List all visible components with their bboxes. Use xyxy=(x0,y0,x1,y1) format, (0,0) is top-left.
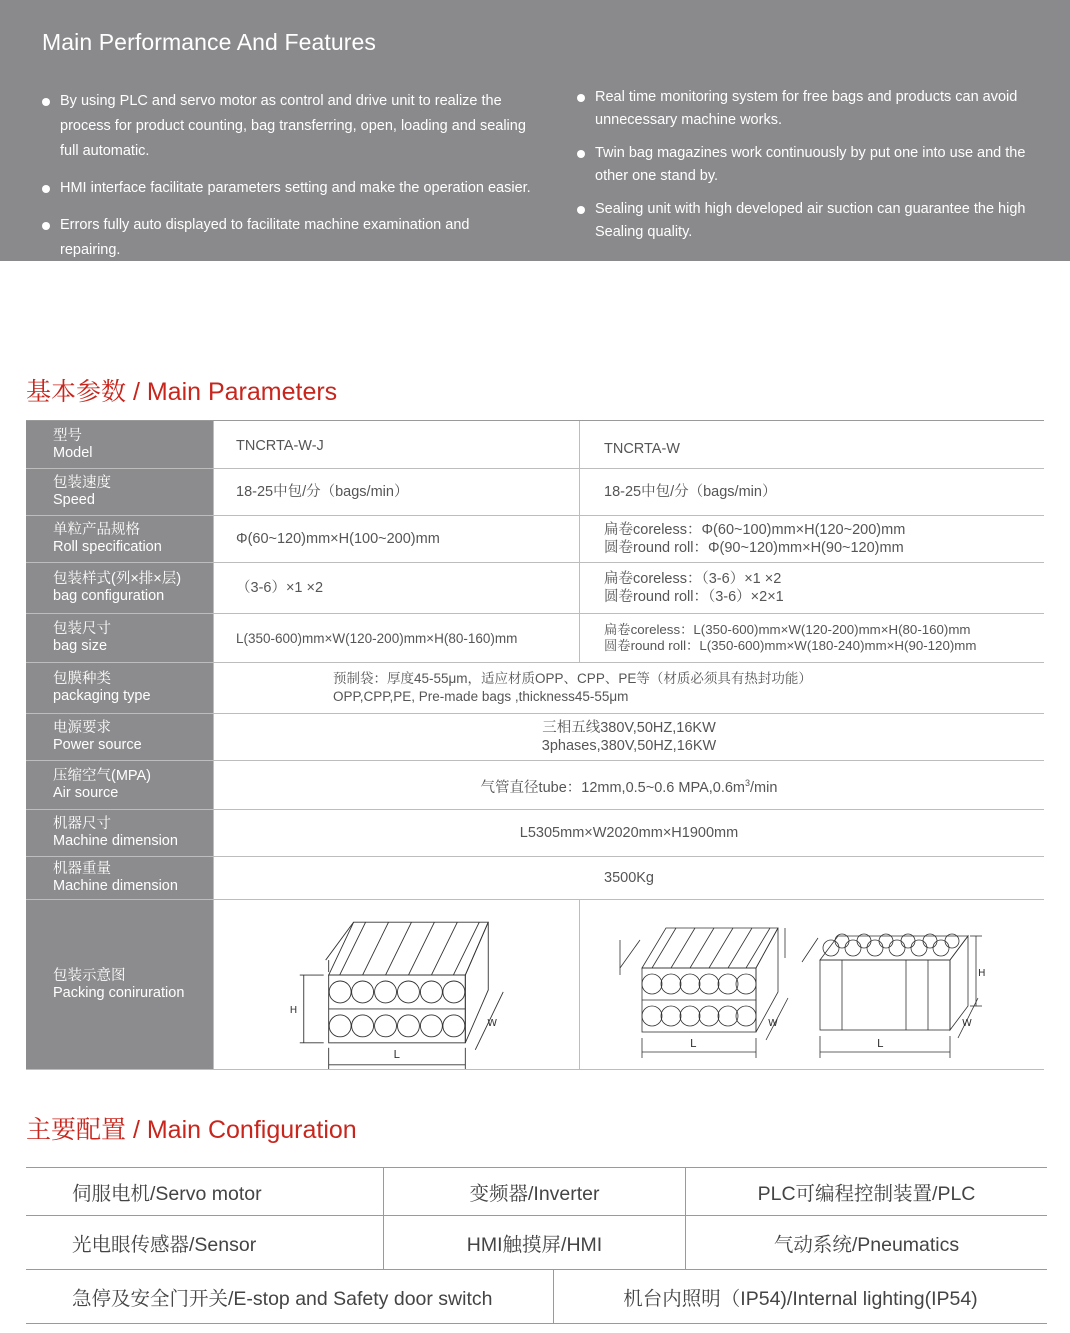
value-line: 圆卷round roll：L(350-600)mm×W(180-240)mm×H(90-120)mm xyxy=(604,638,977,653)
diagram-label-l: L xyxy=(393,1047,400,1061)
label-en: Roll specification xyxy=(53,539,162,555)
param-row-roll xyxy=(26,516,1044,563)
parameters-title: 基本参数 / Main Parameters xyxy=(26,378,338,406)
param-value xyxy=(214,714,1044,760)
value-line xyxy=(481,774,778,797)
value-line: 圆卷round roll：Φ(90~120)mm×H(90~120)mm xyxy=(604,540,904,556)
diagram-label-w: W xyxy=(962,1018,972,1029)
feature-text: Real time monitoring system for free bags and products can avoid unnecessary machine works. xyxy=(595,89,1018,128)
param-label xyxy=(26,900,214,1069)
param-label xyxy=(26,469,214,515)
feature-item xyxy=(577,86,1059,132)
value-line: OPP,CPP,PE, Pre-made bags ,thickness45-55μm xyxy=(333,689,629,704)
param-row-packaging-type xyxy=(26,663,1044,714)
param-value: 3500Kg xyxy=(604,870,654,886)
param-row-power xyxy=(26,714,1044,761)
param-label xyxy=(26,810,214,856)
value-line: 3phases,380V,50HZ,16KW xyxy=(541,738,717,754)
configuration-title: 主要配置 / Main Configuration xyxy=(26,1116,357,1144)
label-en: Model xyxy=(53,444,93,461)
label-en: bag size xyxy=(53,638,108,654)
value-line: 扁卷coreless：（3-6）×1 ×2 xyxy=(604,571,782,587)
param-row-packing-diagram xyxy=(26,900,1044,1070)
bullet-icon xyxy=(42,185,50,193)
diagram-label-h: H xyxy=(289,1004,298,1016)
param-value-b xyxy=(580,516,1044,562)
label-zh: 机器尺寸 xyxy=(53,816,111,832)
air-value: 气管直径tube：12mm,0.5~0.6 MPA,0.6m xyxy=(480,779,746,796)
label-en: Packing coniruration xyxy=(53,984,185,1001)
config-item: 机台内照明（IP54)/Internal lighting(IP54) xyxy=(623,1287,978,1310)
label-en: Machine dimension xyxy=(53,833,178,849)
bullet-icon xyxy=(577,206,585,214)
feature-item xyxy=(42,176,532,201)
param-value-b xyxy=(580,563,1044,613)
param-label xyxy=(26,714,214,760)
label-zh: 机器重量 xyxy=(53,861,111,877)
config-item: 伺服电机/Servo motor xyxy=(26,1168,384,1215)
dual-pack-diagram xyxy=(580,900,1044,1069)
label-zh: 型号 xyxy=(53,427,82,444)
features-right-list xyxy=(577,86,1059,244)
feature-text: Sealing unit with high developed air suction can guarantee the high Sealing quality. xyxy=(595,201,1026,240)
param-row-bag-size xyxy=(26,614,1044,663)
param-value-b xyxy=(580,614,1044,662)
param-value-a: 18-25中包/分（bags/min） xyxy=(214,469,580,515)
param-label xyxy=(26,614,214,662)
param-row-model xyxy=(26,421,1044,469)
superscript: 3 xyxy=(745,777,751,788)
value-line: 三相五线380V,50HZ,16KW xyxy=(542,720,716,736)
param-label xyxy=(26,516,214,562)
config-row xyxy=(26,1168,1047,1216)
feature-item xyxy=(42,89,532,164)
label-en: packaging type xyxy=(53,688,151,704)
feature-item xyxy=(42,213,532,263)
label-zh: 包装示意图 xyxy=(53,967,126,984)
param-row-weight xyxy=(26,857,1044,900)
bullet-icon xyxy=(577,94,585,102)
param-value-a: Φ(60~120)mm×H(100~200)mm xyxy=(214,516,580,562)
diagram-label-l: L xyxy=(877,1037,884,1050)
value-line: 圆卷round roll：（3-6）×2×1 xyxy=(604,589,784,605)
feature-item xyxy=(577,198,1059,244)
config-item: PLC可编程控制装置/PLC xyxy=(757,1182,976,1205)
config-item: 光电眼传感器/Sensor xyxy=(26,1216,384,1269)
bullet-icon xyxy=(577,150,585,158)
bullet-icon xyxy=(42,98,50,106)
param-value xyxy=(214,761,1044,809)
feature-text: Twin bag magazines work continuously by put one into use and the other one stand by. xyxy=(595,145,1026,184)
param-value: L5305mm×W2020mm×H1900mm xyxy=(519,825,739,841)
config-item: 气动系统/Pneumatics xyxy=(773,1233,960,1256)
label-zh: 压缩空气(MPA) xyxy=(53,768,152,784)
diagram-label-l: L xyxy=(690,1037,697,1050)
configuration-table xyxy=(26,1167,1047,1324)
feature-text: By using PLC and servo motor as control and drive unit to realize the process for product counting, bag transferring, open, loading and sealing full automatic. xyxy=(60,93,526,159)
param-value-a: （3-6）×1 ×2 xyxy=(214,563,580,613)
features-title: Main Performance And Features xyxy=(42,29,377,55)
param-value-a: L(350-600)mm×W(120-200)mm×H(80-160)mm xyxy=(214,614,580,662)
flat-pack-diagram xyxy=(214,900,579,1069)
diagram-label-w: W xyxy=(768,1018,778,1029)
label-zh: 包膜种类 xyxy=(53,671,111,687)
diagram-label-w: W xyxy=(487,1017,498,1029)
config-item: 急停及安全门开关/E-stop and Safety door switch xyxy=(26,1270,554,1323)
features-banner xyxy=(0,0,1070,261)
config-row xyxy=(26,1216,1047,1270)
packing-diagram-b xyxy=(580,900,1044,1069)
param-label xyxy=(26,761,214,809)
param-label xyxy=(26,421,214,468)
config-row xyxy=(26,1270,1047,1324)
param-value-b: TNCRTA-W xyxy=(604,441,680,457)
feature-text: Errors fully auto displayed to facilitate machine examination and repairing. xyxy=(60,217,470,258)
param-row-air xyxy=(26,761,1044,810)
param-row-bag-config xyxy=(26,563,1044,614)
label-zh: 包装尺寸 xyxy=(53,621,111,637)
param-value xyxy=(214,663,1044,713)
label-zh: 单粒产品规格 xyxy=(53,522,140,538)
param-label xyxy=(26,563,214,613)
config-item: HMI触摸屏/HMI xyxy=(384,1216,686,1269)
label-zh: 包装速度 xyxy=(53,475,111,491)
label-zh: 包装样式(列×排×层) xyxy=(53,571,182,587)
param-value-a: TNCRTA-W-J xyxy=(214,421,580,468)
diagram-label-h: H xyxy=(978,968,986,979)
value-line: 扁卷coreless：L(350-600)mm×W(120-200)mm×H(80-160)mm xyxy=(604,622,971,637)
label-en: Power source xyxy=(53,737,142,753)
param-row-speed xyxy=(26,469,1044,516)
features-left-list xyxy=(42,89,532,263)
label-en: Speed xyxy=(53,492,95,508)
param-value-b: 18-25中包/分（bags/min） xyxy=(604,484,777,500)
bullet-icon xyxy=(42,222,50,230)
air-unit: /min xyxy=(750,779,778,796)
label-en: bag configuration xyxy=(53,588,165,604)
parameters-table xyxy=(26,420,1044,1070)
label-en: Air source xyxy=(53,785,119,801)
label-en: Machine dimension xyxy=(53,878,178,894)
param-label xyxy=(26,857,214,899)
feature-text: HMI interface facilitate parameters setting and make the operation easier. xyxy=(60,180,531,196)
value-line: 预制袋：厚度45-55μm，适应材质OPP、CPP、PE等（材质必须具有热封功能） xyxy=(333,671,812,686)
label-zh: 电源要求 xyxy=(53,720,111,736)
feature-item xyxy=(577,142,1059,188)
packing-diagram-a xyxy=(214,900,580,1069)
param-row-dimension xyxy=(26,810,1044,857)
config-item: 变频器/Inverter xyxy=(384,1168,686,1215)
value-line: 扁卷coreless：Φ(60~100)mm×H(120~200)mm xyxy=(604,522,906,538)
param-label xyxy=(26,663,214,713)
